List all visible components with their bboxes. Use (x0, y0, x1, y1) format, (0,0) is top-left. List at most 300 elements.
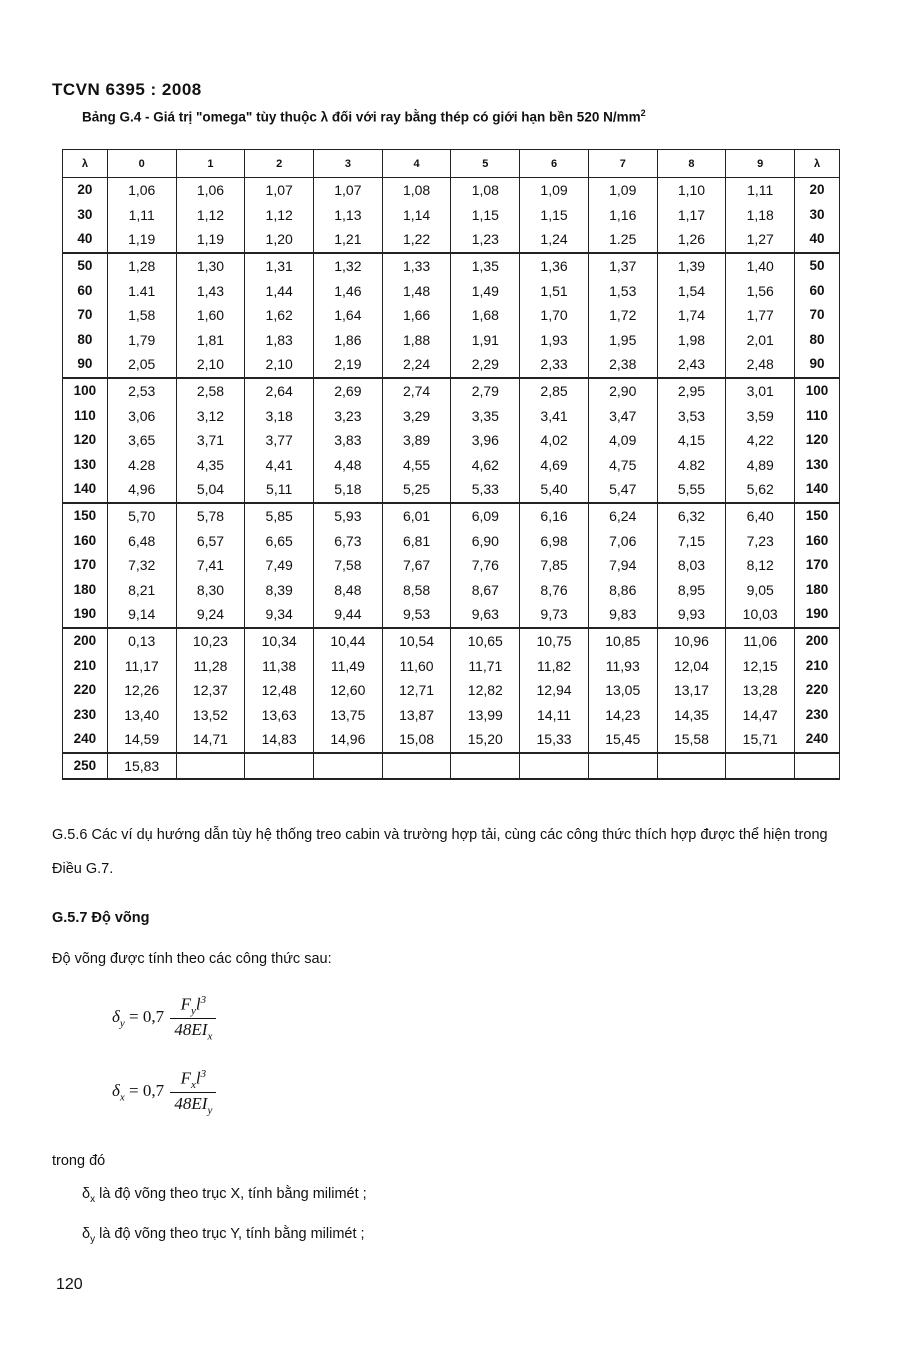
omega-value-cell: 4,69 (520, 453, 589, 478)
omega-value-cell: 15,83 (107, 753, 176, 780)
omega-value-cell: 5,04 (176, 477, 245, 503)
omega-value-cell: 11,06 (726, 628, 795, 654)
omega-value-cell: 1,37 (588, 253, 657, 279)
table-row (63, 727, 840, 753)
table-row (63, 178, 840, 203)
def-symbol: δ (82, 1226, 91, 1242)
omega-value-cell: 14,11 (520, 702, 589, 727)
omega-value-cell: 1,17 (657, 203, 726, 228)
table-row (63, 403, 840, 428)
omega-value-cell (176, 753, 245, 780)
omega-value-cell (657, 753, 726, 780)
omega-value-cell: 1,95 (588, 328, 657, 353)
table-row (63, 253, 840, 279)
table-row (63, 503, 840, 529)
table-row (63, 578, 840, 603)
omega-value-cell: 2,24 (382, 352, 451, 378)
omega-value-cell: 7,67 (382, 553, 451, 578)
lambda-cell: 220 (63, 678, 108, 703)
omega-value-cell: 2,38 (588, 352, 657, 378)
omega-value-cell: 1,36 (520, 253, 589, 279)
omega-value-cell: 14,96 (314, 727, 383, 753)
omega-value-cell: 12,37 (176, 678, 245, 703)
document-code: TCVN 6395 : 2008 (52, 80, 202, 99)
omega-value-cell: 9,05 (726, 578, 795, 603)
omega-value-cell: 14,23 (588, 702, 657, 727)
omega-value-cell: 7,15 (657, 528, 726, 553)
lambda-cell-right: 220 (795, 678, 840, 703)
omega-value-cell: 7,32 (107, 553, 176, 578)
lambda-cell-right: 70 (795, 303, 840, 328)
lambda-cell: 250 (63, 753, 108, 780)
lambda-cell: 170 (63, 553, 108, 578)
omega-value-cell: 1,32 (314, 253, 383, 279)
omega-value-cell: 7,58 (314, 553, 383, 578)
omega-value-cell (382, 753, 451, 780)
omega-value-cell: 10,34 (245, 628, 314, 654)
omega-value-cell: 1,58 (107, 303, 176, 328)
num-f: F (180, 994, 191, 1014)
omega-value-cell: 2,85 (520, 378, 589, 404)
lambda-cell-right: 120 (795, 428, 840, 453)
omega-value-cell: 13,52 (176, 702, 245, 727)
omega-value-cell: 1,86 (314, 328, 383, 353)
lambda-cell-right: 80 (795, 328, 840, 353)
omega-value-cell: 6,65 (245, 528, 314, 553)
omega-value-cell: 9,34 (245, 602, 314, 628)
lambda-cell: 210 (63, 653, 108, 678)
omega-value-cell: 11,93 (588, 653, 657, 678)
lambda-cell-right: 210 (795, 653, 840, 678)
omega-value-cell: 9,53 (382, 602, 451, 628)
omega-value-cell: 6,73 (314, 528, 383, 553)
table-row (63, 628, 840, 654)
omega-value-cell: 8,12 (726, 553, 795, 578)
omega-value-cell: 1,15 (520, 203, 589, 228)
section-title-g57: G.5.7 Độ võng (52, 910, 150, 926)
omega-value-cell: 1,18 (726, 203, 795, 228)
omega-value-cell: 2,01 (726, 328, 795, 353)
omega-value-cell: 2,53 (107, 378, 176, 404)
lambda-cell-right: 130 (795, 453, 840, 478)
num-f-sub: x (190, 1079, 196, 1092)
omega-value-cell: 12,04 (657, 653, 726, 678)
omega-value-cell: 2,05 (107, 352, 176, 378)
omega-value-cell: 2,43 (657, 352, 726, 378)
omega-value-cell: 4,35 (176, 453, 245, 478)
omega-value-cell: 3,77 (245, 428, 314, 453)
formula-denominator (170, 1019, 216, 1042)
omega-value-cell: 5,18 (314, 477, 383, 503)
omega-value-cell: 1,44 (245, 278, 314, 303)
omega-value-cell: 4,02 (520, 428, 589, 453)
omega-value-cell: 4.82 (657, 453, 726, 478)
def-symbol-sub: y (90, 1233, 96, 1245)
omega-value-cell: 3,23 (314, 403, 383, 428)
omega-value-cell: 3,83 (314, 428, 383, 453)
omega-value-cell: 11,60 (382, 653, 451, 678)
omega-value-cell: 1,24 (520, 227, 589, 253)
omega-value-cell: 3,41 (520, 403, 589, 428)
omega-value-cell: 5,47 (588, 477, 657, 503)
omega-value-cell: 1,27 (726, 227, 795, 253)
table-row (63, 278, 840, 303)
omega-value-cell: 1,74 (657, 303, 726, 328)
omega-value-cell: 1,77 (726, 303, 795, 328)
omega-value-cell: 14,59 (107, 727, 176, 753)
omega-value-cell: 6,98 (520, 528, 589, 553)
omega-value-cell: 6,09 (451, 503, 520, 529)
omega-value-cell: 5,55 (657, 477, 726, 503)
omega-value-cell: 1,70 (520, 303, 589, 328)
omega-value-cell: 6,90 (451, 528, 520, 553)
omega-value-cell: 1,54 (657, 278, 726, 303)
omega-value-cell: 10,75 (520, 628, 589, 654)
omega-value-cell: 3,71 (176, 428, 245, 453)
omega-value-cell: 12,71 (382, 678, 451, 703)
omega-value-cell: 1,16 (588, 203, 657, 228)
lambda-cell: 110 (63, 403, 108, 428)
omega-value-cell: 1,08 (382, 178, 451, 203)
column-header: 2 (245, 150, 314, 178)
omega-value-cell: 11,82 (520, 653, 589, 678)
omega-value-cell: 7,06 (588, 528, 657, 553)
omega-value-cell: 9,93 (657, 602, 726, 628)
column-header: 0 (107, 150, 176, 178)
omega-value-cell: 1,08 (451, 178, 520, 203)
def-symbol: δ (82, 1186, 91, 1202)
omega-value-cell: 4,09 (588, 428, 657, 453)
omega-value-cell: 1,56 (726, 278, 795, 303)
omega-value-cell: 0,13 (107, 628, 176, 654)
omega-value-cell: 12,15 (726, 653, 795, 678)
omega-value-cell: 11,71 (451, 653, 520, 678)
omega-value-cell: 3,47 (588, 403, 657, 428)
lambda-cell: 40 (63, 227, 108, 253)
omega-value-cell: 1,21 (314, 227, 383, 253)
omega-value-cell: 1,06 (176, 178, 245, 203)
omega-value-cell: 3,01 (726, 378, 795, 404)
omega-value-cell (726, 753, 795, 780)
omega-value-cell: 10,65 (451, 628, 520, 654)
omega-value-cell: 7,41 (176, 553, 245, 578)
omega-value-cell: 10,85 (588, 628, 657, 654)
omega-value-cell: 10,23 (176, 628, 245, 654)
omega-value-cell: 2,64 (245, 378, 314, 404)
lambda-cell-right: 60 (795, 278, 840, 303)
formula-deflection-y (112, 994, 216, 1042)
omega-value-cell: 13,40 (107, 702, 176, 727)
omega-value-cell: 1,79 (107, 328, 176, 353)
omega-value-cell: 1,98 (657, 328, 726, 353)
lambda-cell: 240 (63, 727, 108, 753)
lambda-cell-right (795, 753, 840, 780)
omega-value-cell: 5,62 (726, 477, 795, 503)
where-label: trong đó (52, 1153, 106, 1169)
omega-value-cell (588, 753, 657, 780)
column-header: 5 (451, 150, 520, 178)
def-text: là độ võng theo trục X, tính bằng milimét ; (95, 1186, 367, 1202)
lambda-cell-right: 20 (795, 178, 840, 203)
omega-value-cell: 5,33 (451, 477, 520, 503)
omega-value-cell: 1,88 (382, 328, 451, 353)
omega-value-cell: 1,60 (176, 303, 245, 328)
lambda-cell: 80 (63, 328, 108, 353)
omega-value-cell (451, 753, 520, 780)
omega-value-cell: 6,81 (382, 528, 451, 553)
omega-value-cell: 1.41 (107, 278, 176, 303)
omega-value-cell: 15,20 (451, 727, 520, 753)
column-header: λ (63, 150, 108, 178)
num-exp: 3 (200, 1068, 207, 1080)
table-row (63, 678, 840, 703)
formula-numerator (170, 994, 216, 1019)
omega-value-cell: 1,06 (107, 178, 176, 203)
omega-value-cell: 1,11 (107, 203, 176, 228)
omega-value-cell: 4,22 (726, 428, 795, 453)
def-symbol-sub: x (90, 1193, 96, 1205)
lambda-cell-right: 150 (795, 503, 840, 529)
num-f-sub: y (190, 1005, 196, 1018)
lambda-cell-right: 160 (795, 528, 840, 553)
omega-value-cell: 1,23 (451, 227, 520, 253)
omega-value-cell: 3,18 (245, 403, 314, 428)
omega-value-cell: 1,20 (245, 227, 314, 253)
omega-value-cell: 4,55 (382, 453, 451, 478)
omega-value-cell: 1,51 (520, 278, 589, 303)
omega-value-cell: 1,72 (588, 303, 657, 328)
omega-value-cell: 2,90 (588, 378, 657, 404)
omega-value-cell: 12,60 (314, 678, 383, 703)
table-row (63, 428, 840, 453)
num-f: F (180, 1068, 191, 1088)
omega-value-cell: 2,74 (382, 378, 451, 404)
omega-value-cell: 8,95 (657, 578, 726, 603)
omega-value-cell: 8,67 (451, 578, 520, 603)
omega-value-cell: 1,10 (657, 178, 726, 203)
column-header: 3 (314, 150, 383, 178)
omega-value-cell: 5,70 (107, 503, 176, 529)
table-header-row (63, 150, 840, 178)
omega-value-cell: 1,12 (245, 203, 314, 228)
omega-value-cell: 6,57 (176, 528, 245, 553)
omega-value-cell: 8,21 (107, 578, 176, 603)
omega-value-cell: 6,48 (107, 528, 176, 553)
lambda-cell-right: 100 (795, 378, 840, 404)
lambda-cell-right: 200 (795, 628, 840, 654)
omega-value-cell: 1,22 (382, 227, 451, 253)
table-row (63, 602, 840, 628)
lambda-cell-right: 90 (795, 352, 840, 378)
omega-value-cell: 15,45 (588, 727, 657, 753)
omega-value-cell: 9,73 (520, 602, 589, 628)
omega-value-cell: 1,12 (176, 203, 245, 228)
omega-value-cell: 2,58 (176, 378, 245, 404)
omega-value-cell: 2,69 (314, 378, 383, 404)
lambda-cell: 130 (63, 453, 108, 478)
omega-value-cell: 4,62 (451, 453, 520, 478)
formula-deflection-x (112, 1068, 216, 1116)
table-row (63, 553, 840, 578)
omega-value-cell: 15,08 (382, 727, 451, 753)
omega-value-cell: 3,06 (107, 403, 176, 428)
omega-value-cell: 3,59 (726, 403, 795, 428)
omega-value-cell: 5,40 (520, 477, 589, 503)
lambda-cell-right: 50 (795, 253, 840, 279)
formula-lhs-sub: x (119, 1091, 125, 1104)
omega-value-cell: 3,65 (107, 428, 176, 453)
lambda-cell: 140 (63, 477, 108, 503)
omega-value-cell: 7,23 (726, 528, 795, 553)
omega-value-cell: 1,28 (107, 253, 176, 279)
omega-value-cell: 4,89 (726, 453, 795, 478)
column-header: 7 (588, 150, 657, 178)
table-row (63, 753, 840, 780)
omega-value-cell: 2,10 (176, 352, 245, 378)
table-caption-text: Bảng G.4 - Giá trị "omega" tùy thuộc λ đối với ray bằng thép có giới hạn bền 520 N/mm (82, 109, 641, 125)
omega-value-cell: 1,11 (726, 178, 795, 203)
omega-value-cell: 12,26 (107, 678, 176, 703)
omega-value-cell: 1,48 (382, 278, 451, 303)
omega-value-cell (245, 753, 314, 780)
formula-numerator (170, 1068, 216, 1093)
omega-value-cell: 9,44 (314, 602, 383, 628)
page-number: 120 (56, 1276, 83, 1293)
lambda-cell-right: 140 (795, 477, 840, 503)
den-text: 48EI (174, 1020, 208, 1040)
formula-lhs: δ (112, 1007, 120, 1027)
num-l: l (195, 1068, 201, 1088)
omega-value-cell: 10,96 (657, 628, 726, 654)
table-row (63, 453, 840, 478)
omega-value-cell: 3,89 (382, 428, 451, 453)
lambda-cell-right: 40 (795, 227, 840, 253)
formula-coefficient: = 0,7 (124, 1081, 165, 1101)
omega-value-cell: 2,79 (451, 378, 520, 404)
lambda-cell: 20 (63, 178, 108, 203)
table-row (63, 477, 840, 503)
omega-value-cell: 3,96 (451, 428, 520, 453)
lambda-cell: 180 (63, 578, 108, 603)
formula-lhs: δ (112, 1081, 120, 1101)
omega-value-cell: 1,09 (520, 178, 589, 203)
omega-value-cell: 12,48 (245, 678, 314, 703)
num-l: l (195, 994, 201, 1014)
omega-value-cell: 1,13 (314, 203, 383, 228)
omega-value-cell: 10,54 (382, 628, 451, 654)
def-text: là độ võng theo trục Y, tính bằng milimét ; (95, 1226, 365, 1242)
omega-value-cell: 8,48 (314, 578, 383, 603)
omega-value-cell: 12,82 (451, 678, 520, 703)
table-row (63, 203, 840, 228)
omega-table (62, 149, 840, 780)
omega-value-cell: 1,30 (176, 253, 245, 279)
omega-value-cell: 1,35 (451, 253, 520, 279)
omega-value-cell: 11,49 (314, 653, 383, 678)
formula-coefficient: = 0,7 (124, 1007, 165, 1027)
omega-value-cell: 1,26 (657, 227, 726, 253)
omega-value-cell: 1,33 (382, 253, 451, 279)
definition-delta-x (82, 1186, 367, 1205)
omega-value-cell: 7,49 (245, 553, 314, 578)
table-row (63, 227, 840, 253)
omega-value-cell: 1,07 (245, 178, 314, 203)
formula-intro: Độ võng được tính theo các công thức sau: (52, 951, 332, 967)
lambda-cell: 70 (63, 303, 108, 328)
omega-value-cell: 6,24 (588, 503, 657, 529)
omega-value-cell: 5,11 (245, 477, 314, 503)
column-header: 1 (176, 150, 245, 178)
omega-value-cell: 7,76 (451, 553, 520, 578)
omega-value-cell: 1,81 (176, 328, 245, 353)
omega-value-cell: 1,31 (245, 253, 314, 279)
table-row (63, 303, 840, 328)
omega-value-cell: 1,49 (451, 278, 520, 303)
table-body (63, 178, 840, 780)
omega-value-cell: 7,85 (520, 553, 589, 578)
lambda-cell-right: 110 (795, 403, 840, 428)
omega-value-cell: 3,53 (657, 403, 726, 428)
lambda-cell: 150 (63, 503, 108, 529)
omega-value-cell: 2,95 (657, 378, 726, 404)
den-sub: y (207, 1104, 213, 1117)
omega-value-cell: 1,39 (657, 253, 726, 279)
table-caption (82, 108, 646, 125)
omega-value-cell (520, 753, 589, 780)
omega-value-cell: 8,30 (176, 578, 245, 603)
formula-lhs-sub: y (119, 1017, 125, 1030)
table-row (63, 328, 840, 353)
omega-value-cell: 10,44 (314, 628, 383, 654)
omega-value-cell: 4.28 (107, 453, 176, 478)
lambda-cell: 60 (63, 278, 108, 303)
omega-value-cell: 8,76 (520, 578, 589, 603)
column-header: 9 (726, 150, 795, 178)
lambda-cell-right: 240 (795, 727, 840, 753)
omega-value-cell: 4,41 (245, 453, 314, 478)
omega-value-cell: 13,17 (657, 678, 726, 703)
formula-denominator (170, 1093, 216, 1116)
lambda-cell: 230 (63, 702, 108, 727)
lambda-cell: 160 (63, 528, 108, 553)
lambda-cell: 100 (63, 378, 108, 404)
formula-fraction (170, 994, 216, 1042)
paragraph-g56: G.5.6 Các ví dụ hướng dẫn tùy hệ thống treo cabin và trường hợp tải, cùng các công thức thích hợp được thể hiện trong Điều G.7. (52, 827, 828, 877)
omega-value-cell: 9,63 (451, 602, 520, 628)
omega-value-cell: 1,64 (314, 303, 383, 328)
omega-value-cell: 4,48 (314, 453, 383, 478)
omega-value-cell: 6,01 (382, 503, 451, 529)
table-row (63, 528, 840, 553)
lambda-cell-right: 180 (795, 578, 840, 603)
table-row (63, 653, 840, 678)
omega-value-cell: 1.25 (588, 227, 657, 253)
omega-value-cell: 1,19 (176, 227, 245, 253)
omega-value-cell: 9,14 (107, 602, 176, 628)
omega-value-cell: 2,19 (314, 352, 383, 378)
lambda-cell-right: 170 (795, 553, 840, 578)
omega-value-cell: 14,83 (245, 727, 314, 753)
column-header: 6 (520, 150, 589, 178)
num-exp: 3 (200, 994, 207, 1006)
omega-value-cell: 15,71 (726, 727, 795, 753)
omega-value-cell: 2,33 (520, 352, 589, 378)
omega-value-cell: 1,83 (245, 328, 314, 353)
omega-value-cell: 1,53 (588, 278, 657, 303)
omega-value-cell: 6,32 (657, 503, 726, 529)
omega-value-cell: 3,29 (382, 403, 451, 428)
omega-value-cell: 13,87 (382, 702, 451, 727)
